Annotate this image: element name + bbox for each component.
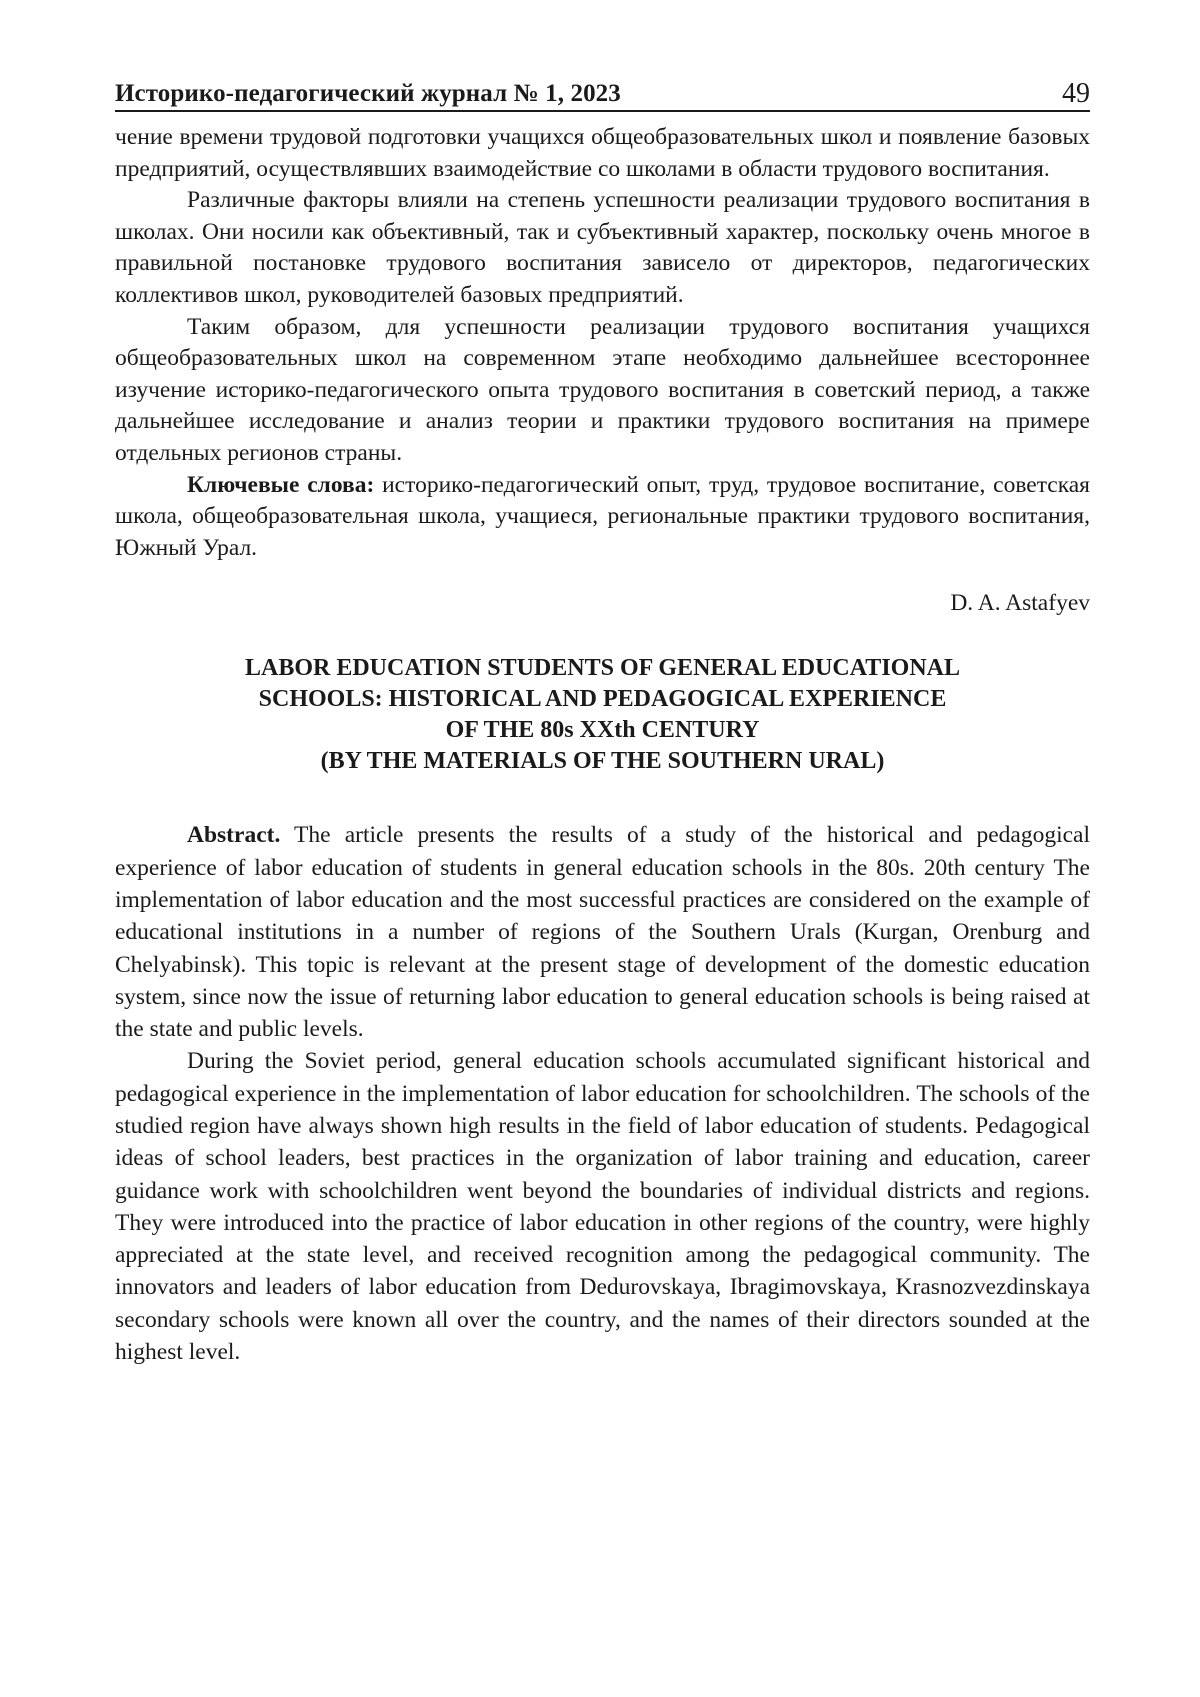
en-paragraph-2: During the Soviet period, general education schools accumulated significant historical and pedagogical experience in the implementation of labor education for schoolchildren. The schools of the studied region have always shown high results in the field of labor education of students. Pedagogical ideas of school leaders, best practices in the organization of labor training and education, career guidance work with schoolchildren went beyond the boundaries of individual districts and regions. They were introduced into the practice of labor education in other regions of the country, were highly appreciated at the state level, and received recognition among the pedagogical community. The innovators and leaders of labor education from Dedurovskaya, Ibragimovskaya, Krasnozvezdinskaya secondary schools were known all over the country, and the names of their directors sounded at the highest level. (115, 1048, 1090, 1366)
ru-paragraph-1: чение времени трудовой подготовки учащихся общеобразовательных школ и появление базовых предприятий, осуществлявших взаимодействие со школами в области трудового воспитания. (115, 124, 1090, 182)
english-text-block (115, 819, 1090, 1368)
article-title (115, 653, 1090, 777)
title-line-3: OF THE 80s XXth CENTURY (445, 717, 760, 744)
abstract-label: Abstract. (187, 822, 281, 849)
keywords-label: Ключевые слова: (187, 471, 375, 498)
en-abstract (115, 819, 1090, 1045)
title-line-2: SCHOOLS: HISTORICAL AND PEDAGOGICAL EXPERIENCE (258, 686, 947, 713)
running-header (115, 70, 1090, 112)
abstract-text: The article presents the results of a study of the historical and pedagogical experience of labor education of students in general education schools in the 80s. 20th century The implementation of labor education and the most successful practices are considered on the example of educational institutions in a number of regions of the Southern Urals (Kurgan, Orenburg and Chelyabinsk). This topic is relevant at the present stage of development of the domestic education system, since now the issue of returning labor education to general education schools is being raised at the state and public levels. (115, 822, 1090, 1043)
russian-text-block (115, 122, 1090, 564)
ru-paragraph-2: Различные факторы влияли на степень успешности реализации трудового воспитания в школах. Они носили как объективный, так и субъективный характер, поскольку очень многое в правильной постановке трудового воспитания зависело от директоров, педагогических коллективов школ, руководителей базовых предприятий. (115, 187, 1090, 308)
ru-paragraph-3: Таким образом, для успешности реализации трудового воспитания учащихся общеобразовательных школ на современном этапе необходимо дальнейшее всестороннее изучение историко-педагогического опыта трудового воспитания в советский период, а также дальнейшее исследование и анализ теории и практики трудового воспитания на примере отдельных регионов страны. (115, 313, 1090, 466)
page-number: 49 (1062, 78, 1090, 109)
title-line-1: LABOR EDUCATION STUDENTS OF GENERAL EDUCATIONAL (244, 655, 960, 682)
ru-keywords (115, 470, 1090, 565)
author-name: D. A. Astafyev (950, 590, 1090, 617)
keywords-text: историко-педагогический опыт, труд, трудовое воспитание, советская школа, общеобразовательная школа, учащиеся, региональные практики трудового воспитания, Южный Урал. (115, 471, 1090, 561)
page (115, 70, 1090, 1368)
journal-name: Историко-педагогический журнал № 1, 2023 (115, 80, 621, 107)
title-line-4: (BY THE MATERIALS OF THE SOUTHERN URAL) (320, 748, 885, 775)
